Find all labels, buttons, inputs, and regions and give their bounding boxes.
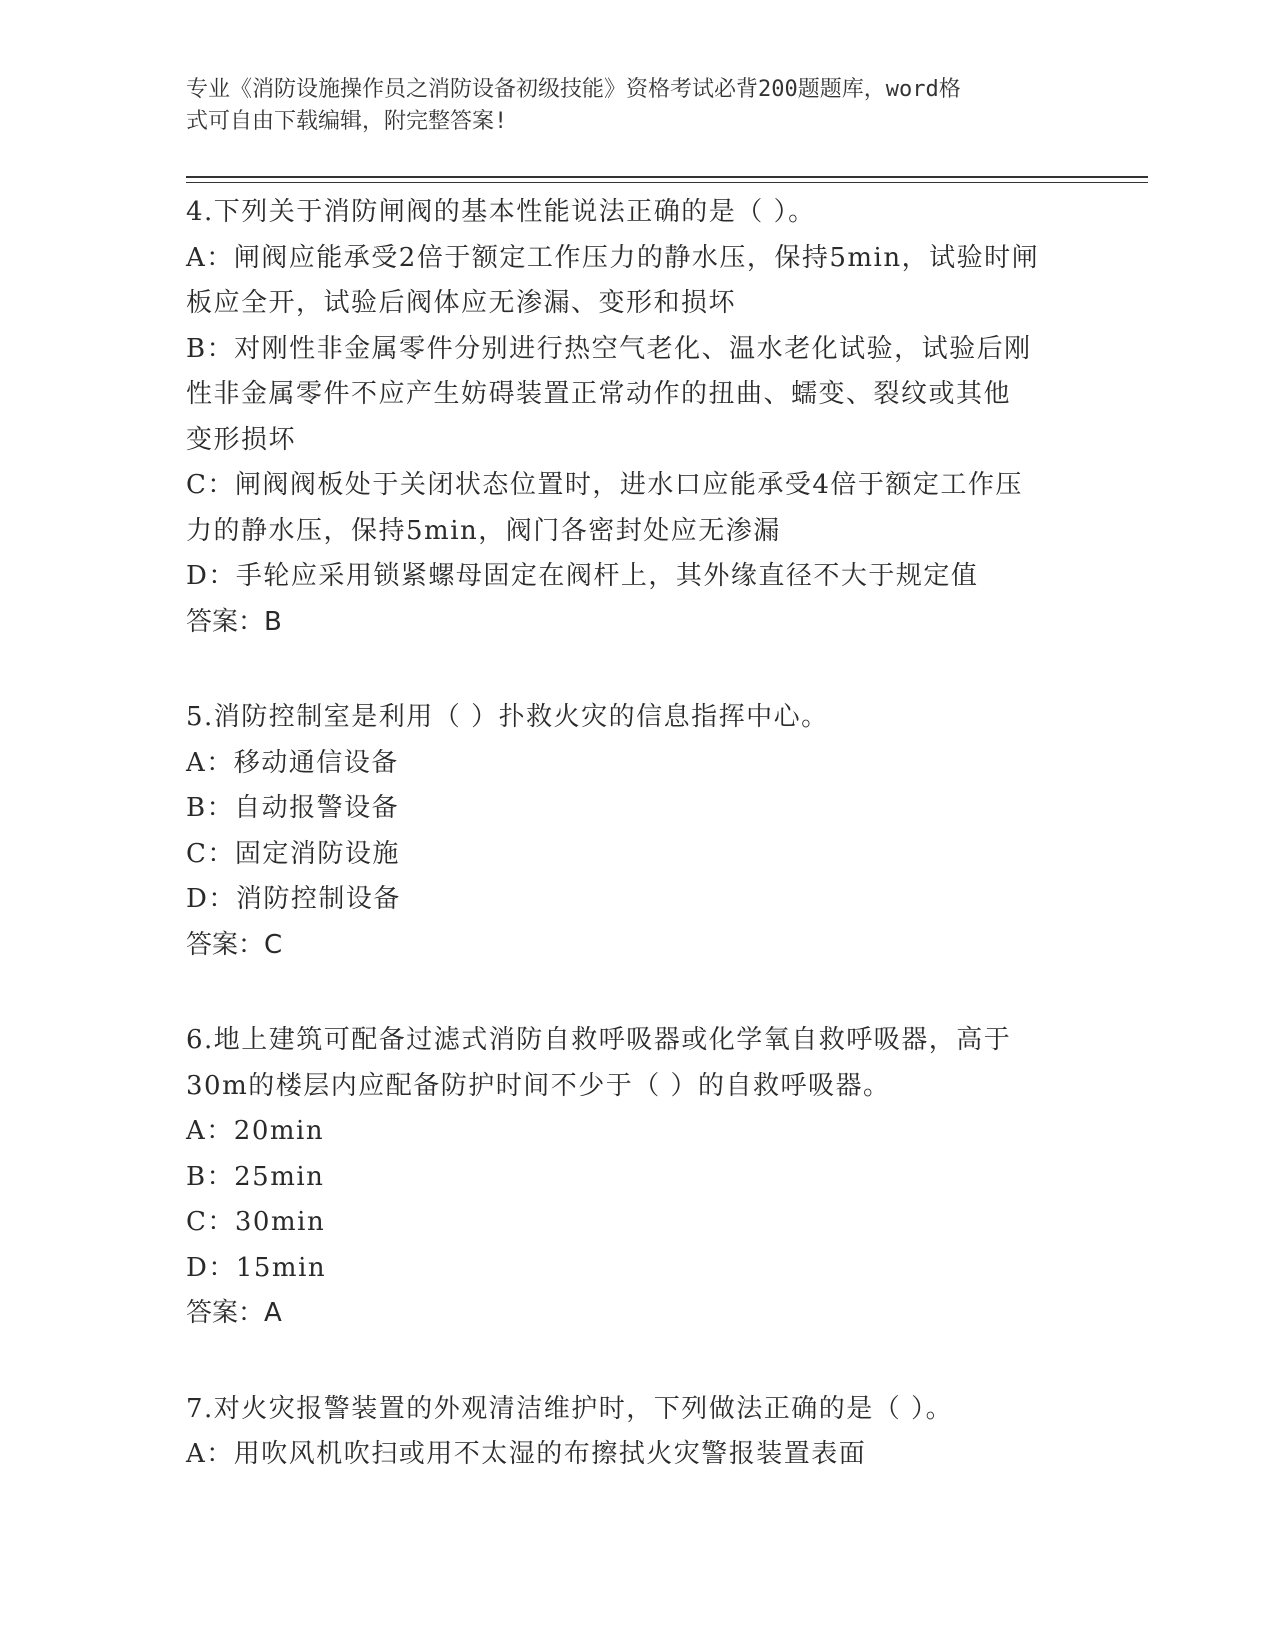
answer-label: 答案：B (186, 606, 282, 637)
header-divider-thick (186, 176, 1148, 178)
question-7 (186, 1387, 1086, 1478)
answer-label: 答案：A (186, 1298, 282, 1328)
question-6 (186, 1018, 1086, 1337)
option-a: A：用吹风机吹扫或用不太湿的布擦拭火灾警报装置表面 (186, 1439, 867, 1469)
header-divider-thin (186, 182, 1148, 183)
option-a: A：20min (186, 1116, 325, 1146)
option-b: B：自动报警设备 (186, 793, 400, 823)
option-a-continued: 板应全开，试验后阀体应无渗漏、变形和损坏 (186, 288, 737, 318)
option-b-continued: 性非金属零件不应产生妨碍装置正常动作的扭曲、蠕变、裂纹或其他 (186, 379, 1012, 409)
answer-label: 答案：C (186, 929, 283, 960)
header-line-2: 式可自由下载编辑，附完整答案! (186, 109, 508, 134)
option-d: D：消防控制设备 (186, 884, 401, 914)
option-c-continued: 力的静水压，保持5min，阀门各密封处应无渗漏 (186, 515, 781, 546)
option-b: B：25min (186, 1161, 325, 1192)
question-stem-continued: 30m的楼层内应配备防护时间不少于（ ）的自救呼吸器。 (186, 1070, 891, 1101)
option-b-continued: 变形损坏 (186, 424, 297, 455)
option-c: C：闸阀阀板处于关闭状态位置时，进水口应能承受4倍于额定工作压 (186, 470, 1023, 500)
document-header (186, 74, 1066, 138)
option-c: C：固定消防设施 (186, 838, 400, 869)
question-stem: 6.地上建筑可配备过滤式消防自救呼吸器或化学氧自救呼吸器，高于 (186, 1025, 1012, 1055)
option-a: A：闸阀应能承受2倍于额定工作压力的静水压，保持5min，试验时闸 (186, 242, 1040, 273)
question-4 (186, 190, 1086, 645)
question-list (186, 190, 1086, 1528)
question-stem: 5.消防控制室是利用（ ）扑救火灾的信息指挥中心。 (186, 702, 829, 732)
question-stem: 4.下列关于消防闸阀的基本性能说法正确的是（ ）。 (186, 197, 816, 227)
header-line-1: 专业《消防设施操作员之消防设备初级技能》资格考试必背200题题库，word格 (186, 77, 961, 102)
question-5 (186, 695, 1086, 968)
question-stem: 7.对火灾报警装置的外观清洁维护时，下列做法正确的是（ ）。 (186, 1393, 954, 1424)
option-b: B：对刚性非金属零件分别进行热空气老化、温水老化试验，试验后刚 (186, 333, 1032, 364)
option-d: D：手轮应采用锁紧螺母固定在阀杆上，其外缘直径不大于规定值 (186, 561, 979, 591)
option-d: D：15min (186, 1252, 327, 1283)
option-a: A：移动通信设备 (186, 747, 399, 778)
option-c: C：30min (186, 1207, 326, 1237)
